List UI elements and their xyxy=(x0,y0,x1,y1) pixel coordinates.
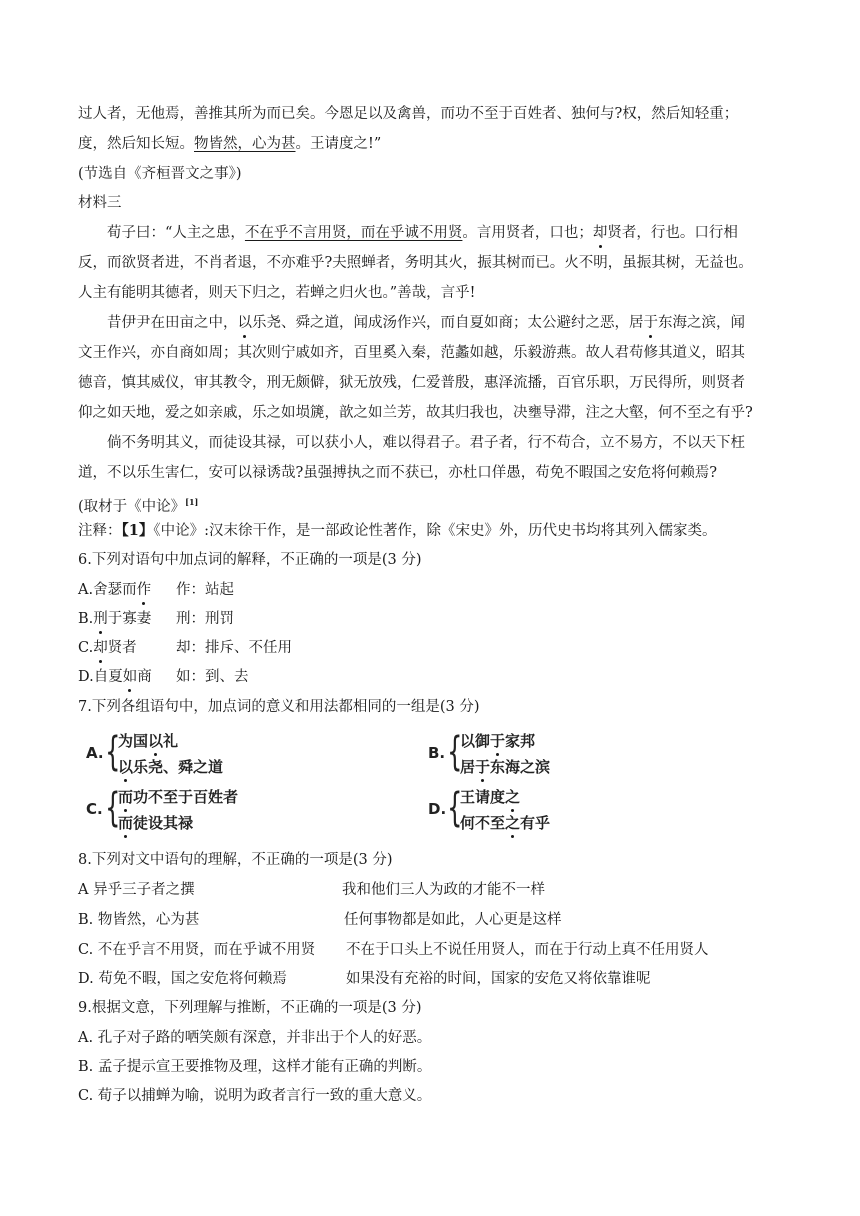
passage-text: 东海之滨，闻 xyxy=(658,315,745,331)
option-text: 东海之滨 xyxy=(490,758,551,776)
answer-option xyxy=(78,667,798,687)
option-letter: B. xyxy=(78,611,94,627)
dotted-word: 而 xyxy=(118,788,134,806)
underlined-sentence: 不在乎不言用贤，而在乎诚不用贤 xyxy=(244,225,463,241)
option-text: 于寡妻 xyxy=(107,611,152,627)
option-sentence: A 异乎三子者之撰 xyxy=(78,882,195,898)
passage-line: 文王作兴，亦自商如周；其次则宁戚如齐，百里奚入秦，范蠡如越，乐毅游燕。故人君苟修其道义，昭其 xyxy=(78,345,745,361)
answer-option xyxy=(78,940,798,960)
option-letter: A. xyxy=(78,582,94,598)
option-sentence: C. 不在乎言不用贤，而在乎诚不用贤 xyxy=(78,942,316,958)
option-text: 贤者 xyxy=(107,640,137,656)
option-letter: C. xyxy=(86,800,103,818)
brace-icon: { xyxy=(105,729,121,775)
option-letter: B. xyxy=(428,744,446,762)
answer-option xyxy=(78,638,798,658)
section-heading: 材料三 xyxy=(78,195,122,211)
underlined-sentence: 物皆然，心为甚 xyxy=(194,136,296,152)
option-line xyxy=(460,812,550,833)
option-text: 家邦 xyxy=(505,732,536,750)
dotted-word: 之 xyxy=(505,814,521,832)
option-line xyxy=(118,786,238,807)
option-translation: 任何事物都是如此，人心更是这样 xyxy=(344,912,562,928)
passage-line: 仰之如天地，爱之如亲戚，乐之如埙篪，歆之如兰芳，故其归我也，决壅导滞，注之大壑，何不至之有乎? xyxy=(78,405,753,421)
footnote-label: 注释： xyxy=(78,523,122,539)
dotted-word: 却 xyxy=(93,640,108,656)
option-sentence: B. 物皆然，心为甚 xyxy=(78,912,200,928)
dotted-word: 于 xyxy=(490,732,506,750)
question-stem: 8.下列对文中语句的理解，不正确的一项是(3 分) xyxy=(78,852,393,868)
brace-icon: { xyxy=(105,785,121,831)
option-letter: A. xyxy=(86,744,104,762)
dotted-word: 却 xyxy=(592,225,608,241)
brace-icon: { xyxy=(447,729,463,775)
option-text: 为国 xyxy=(118,732,149,750)
dotted-word: 如 xyxy=(122,669,138,685)
option-text: 王请度 xyxy=(460,788,506,806)
option-text: 自夏 xyxy=(93,669,123,685)
passage-text: 乐尧、舜之道，闻成汤作兴，而自夏如商；太公避纣之恶，居 xyxy=(252,315,644,331)
dotted-word: 以 xyxy=(118,758,134,776)
option-line xyxy=(460,730,535,751)
passage-line: 倘不务明其义，而徒设其禄，可以获小人，难以得君子。君子者，行不苟合，立不易方，不以天下枉 xyxy=(107,435,745,451)
passage-line xyxy=(107,313,827,333)
answer-option: B. 孟子提示宣王要推物及理，这样才能有正确的判断。 xyxy=(78,1059,432,1075)
passage-line: 道，不以乐生害仁，安可以禄诱哉?虽强搏执之而不获已，亦杜口佯愚，苟免不暇国之安危将何赖焉? xyxy=(78,465,718,481)
footnote-ref: [1] xyxy=(185,497,199,507)
passage-text: 。王请度之!” xyxy=(295,136,382,152)
answer-option xyxy=(78,609,798,629)
option-text: 徒设其禄 xyxy=(133,814,194,832)
dotted-word: 于 xyxy=(475,758,491,776)
option-line xyxy=(118,812,193,833)
option-text: 居 xyxy=(460,758,476,776)
dotted-word: 而 xyxy=(118,814,134,832)
option-gloss: 却：排斥、不任用 xyxy=(176,640,292,656)
answer-option: A. 孔子对子路的哂笑颇有深意，并非出于个人的好恶。 xyxy=(78,1030,432,1046)
passage-line: 德音，慎其威仪，审其教令，刑无颇僻，狱无放残，仁爱普殷，惠泽流播，百官乐职，万民得所，则贤者 xyxy=(78,375,745,391)
passage-line xyxy=(78,104,798,124)
answer-option xyxy=(78,880,798,900)
source-text: (取材于《中论》 xyxy=(78,499,186,515)
footnote-number: 【1】 xyxy=(121,522,154,539)
footnote xyxy=(78,521,798,541)
option-line xyxy=(460,786,520,807)
option-text: 以御 xyxy=(460,732,491,750)
footnote-text: 《中论》:汉末徐干作，是一部政论性著作，除《宋史》外，历代史书均将其列入儒家类。 xyxy=(153,523,717,539)
dotted-word: 之 xyxy=(505,788,521,806)
question-stem: 7.下列各组语句中，加点词的意义和用法都相同的一组是(3 分) xyxy=(78,699,480,715)
option-text: 功不至于百姓者 xyxy=(133,788,239,806)
passage-line: 反，而欲贤者进，不肖者退，不亦难乎?夫照蝉者，务明其火，振其树而已。火不明，虽振其树，无益也。 xyxy=(78,255,753,271)
option-text: 乐尧、舜之道 xyxy=(133,758,224,776)
option-text: 舍瑟而 xyxy=(93,582,137,598)
dotted-word: 以 xyxy=(237,315,252,331)
brace-icon: { xyxy=(447,785,463,831)
dotted-word: 于 xyxy=(643,315,658,331)
option-letter: C. xyxy=(78,640,94,656)
question-stem: 6.下列对语句中加点词的解释，不正确的一项是(3 分) xyxy=(78,552,422,568)
option-line xyxy=(460,756,550,777)
question-stem: 9.根据文意，下列理解与推断，不正确的一项是(3 分) xyxy=(78,1000,422,1016)
passage-text: 昔伊尹在田亩之中， xyxy=(107,315,238,331)
passage-text: 。言用贤者，口也； xyxy=(462,225,593,241)
passage-line xyxy=(107,223,827,243)
option-text: 有乎 xyxy=(520,814,551,832)
source-citation xyxy=(78,492,798,517)
option-text: 礼 xyxy=(163,732,179,750)
answer-option xyxy=(78,580,798,600)
option-gloss: 作：站起 xyxy=(176,582,234,598)
option-gloss: 如：到、去 xyxy=(176,669,249,685)
option-translation: 我和他们三人为政的才能不一样 xyxy=(342,882,545,898)
option-sentence: D. 苟免不暇，国之安危将何赖焉 xyxy=(78,971,287,987)
option-line xyxy=(118,730,178,751)
option-translation: 不在于口头上不说任用贤人，而在于行动上真不任用贤人 xyxy=(346,942,709,958)
dotted-word: 作 xyxy=(136,582,152,598)
passage-text: 贤者，行也。口行相 xyxy=(607,225,738,241)
q7-options-figure xyxy=(86,727,606,837)
source-citation: (节选自《齐桓晋文之事》) xyxy=(78,166,242,182)
answer-option xyxy=(78,969,798,989)
option-text: 商 xyxy=(137,669,152,685)
option-line xyxy=(118,756,223,777)
option-letter: D. xyxy=(78,669,94,685)
dotted-word: 以 xyxy=(148,732,164,750)
answer-option xyxy=(78,910,798,930)
passage-text: 度，然后知长短。 xyxy=(78,136,194,152)
passage-line: 人主有能明其德者，则天下归之，若蝉之归火也。”善哉，言乎! xyxy=(78,285,476,301)
passage-line xyxy=(78,134,798,154)
dotted-word: 刑 xyxy=(93,611,108,627)
option-letter: D. xyxy=(428,800,447,818)
option-gloss: 刑：刑罚 xyxy=(176,611,234,627)
answer-option: C. 荀子以捕蝉为喻，说明为政者言行一致的重大意义。 xyxy=(78,1088,432,1104)
option-text: 何不至 xyxy=(460,814,506,832)
passage-text: 荀子曰：“人主之患， xyxy=(107,225,245,241)
passage-text: 过人者，无他焉，善推其所为而已矣。今恩足以及禽兽，而功不至于百姓者、独何与?权，然后知轻重； xyxy=(78,106,739,122)
option-translation: 如果没有充裕的时间，国家的安危又将依靠谁呢 xyxy=(346,971,651,987)
